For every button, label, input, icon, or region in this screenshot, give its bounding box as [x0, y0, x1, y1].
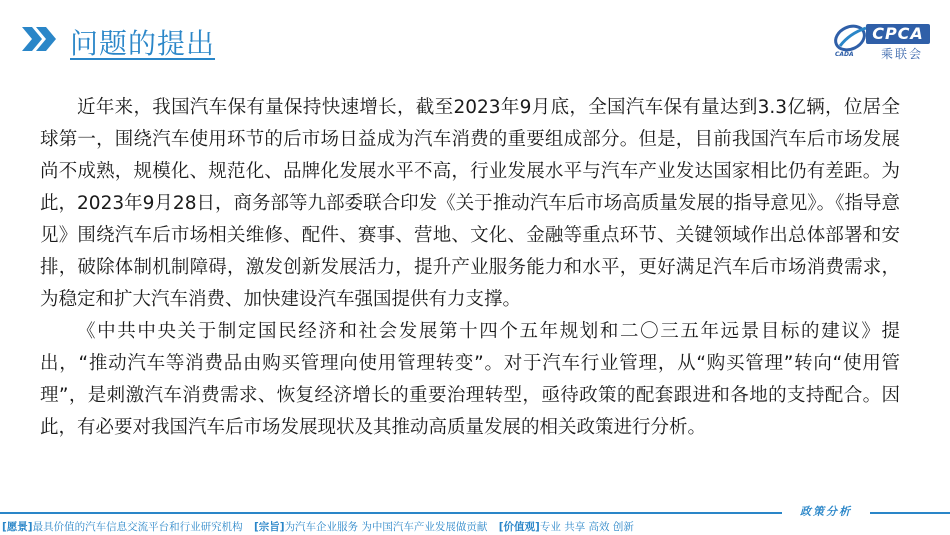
mission-key: [宗旨]	[253, 521, 285, 533]
footer-statement	[2, 519, 634, 534]
paragraph-2: 《中共中央关于制定国民经济和社会发展第十四个五年规划和二〇三五年远景目标的建议》提出，“推动汽车等消费品由购买管理向使用管理转变”。对于汽车行业管理，从“购买管理”转向“使用管理”，是刺激汽车消费需求、恢复经济增长的重要治理转型，亟待政策的配套跟进和各地的支持配合。因此，有必要对我国汽车后市场发展现状及其推动高质量发展的相关政策进行分析。	[40, 321, 900, 438]
values-text: 专业 共享 高效 创新	[539, 521, 634, 533]
slide-header	[0, 0, 950, 62]
double-chevron-icon	[20, 25, 60, 53]
logo-brand: CPCA	[866, 24, 930, 44]
mission-text: 为汽车企业服务 为中国汽车产业发展做贡献	[284, 521, 488, 533]
footer-section-tag: 政策分析	[782, 503, 870, 521]
logo-small-text: CADA	[835, 51, 854, 58]
logo-subtitle: 乘联会	[880, 47, 923, 61]
values-key: [价值观]	[498, 521, 540, 533]
vision-text: 最具价值的汽车信息交流平台和行业研究机构	[32, 521, 243, 533]
page-title: 问题的提出	[70, 27, 216, 60]
vision-key: [愿景]	[2, 521, 33, 533]
cpca-logo	[832, 20, 932, 60]
main-content	[40, 92, 900, 444]
paragraph-1: 近年来，我国汽车保有量保持快速增长，截至2023年9月底，全国汽车保有量达到3.3亿辆，位居全球第一，围绕汽车使用环节的后市场日益成为汽车消费的重要组成部分。但是，目前我国汽车后市场发展尚不成熟，规模化、规范化、品牌化发展水平不高，行业发展水平与汽车产业发达国家相比仍有差距。为此，2023年9月28日，商务部等九部委联合印发《关于推动汽车后市场高质量发展的指导意见》。《指导意见》围绕汽车后市场相关维修、配件、赛事、营地、文化、金融等重点环节、关键领域作出总体部署和安排，破除体制机制障碍，激发创新发展活力，提升产业服务能力和水平，更好满足汽车后市场消费需求，为稳定和扩大汽车消费、加快建设汽车强国提供有力支撑。	[40, 97, 900, 310]
